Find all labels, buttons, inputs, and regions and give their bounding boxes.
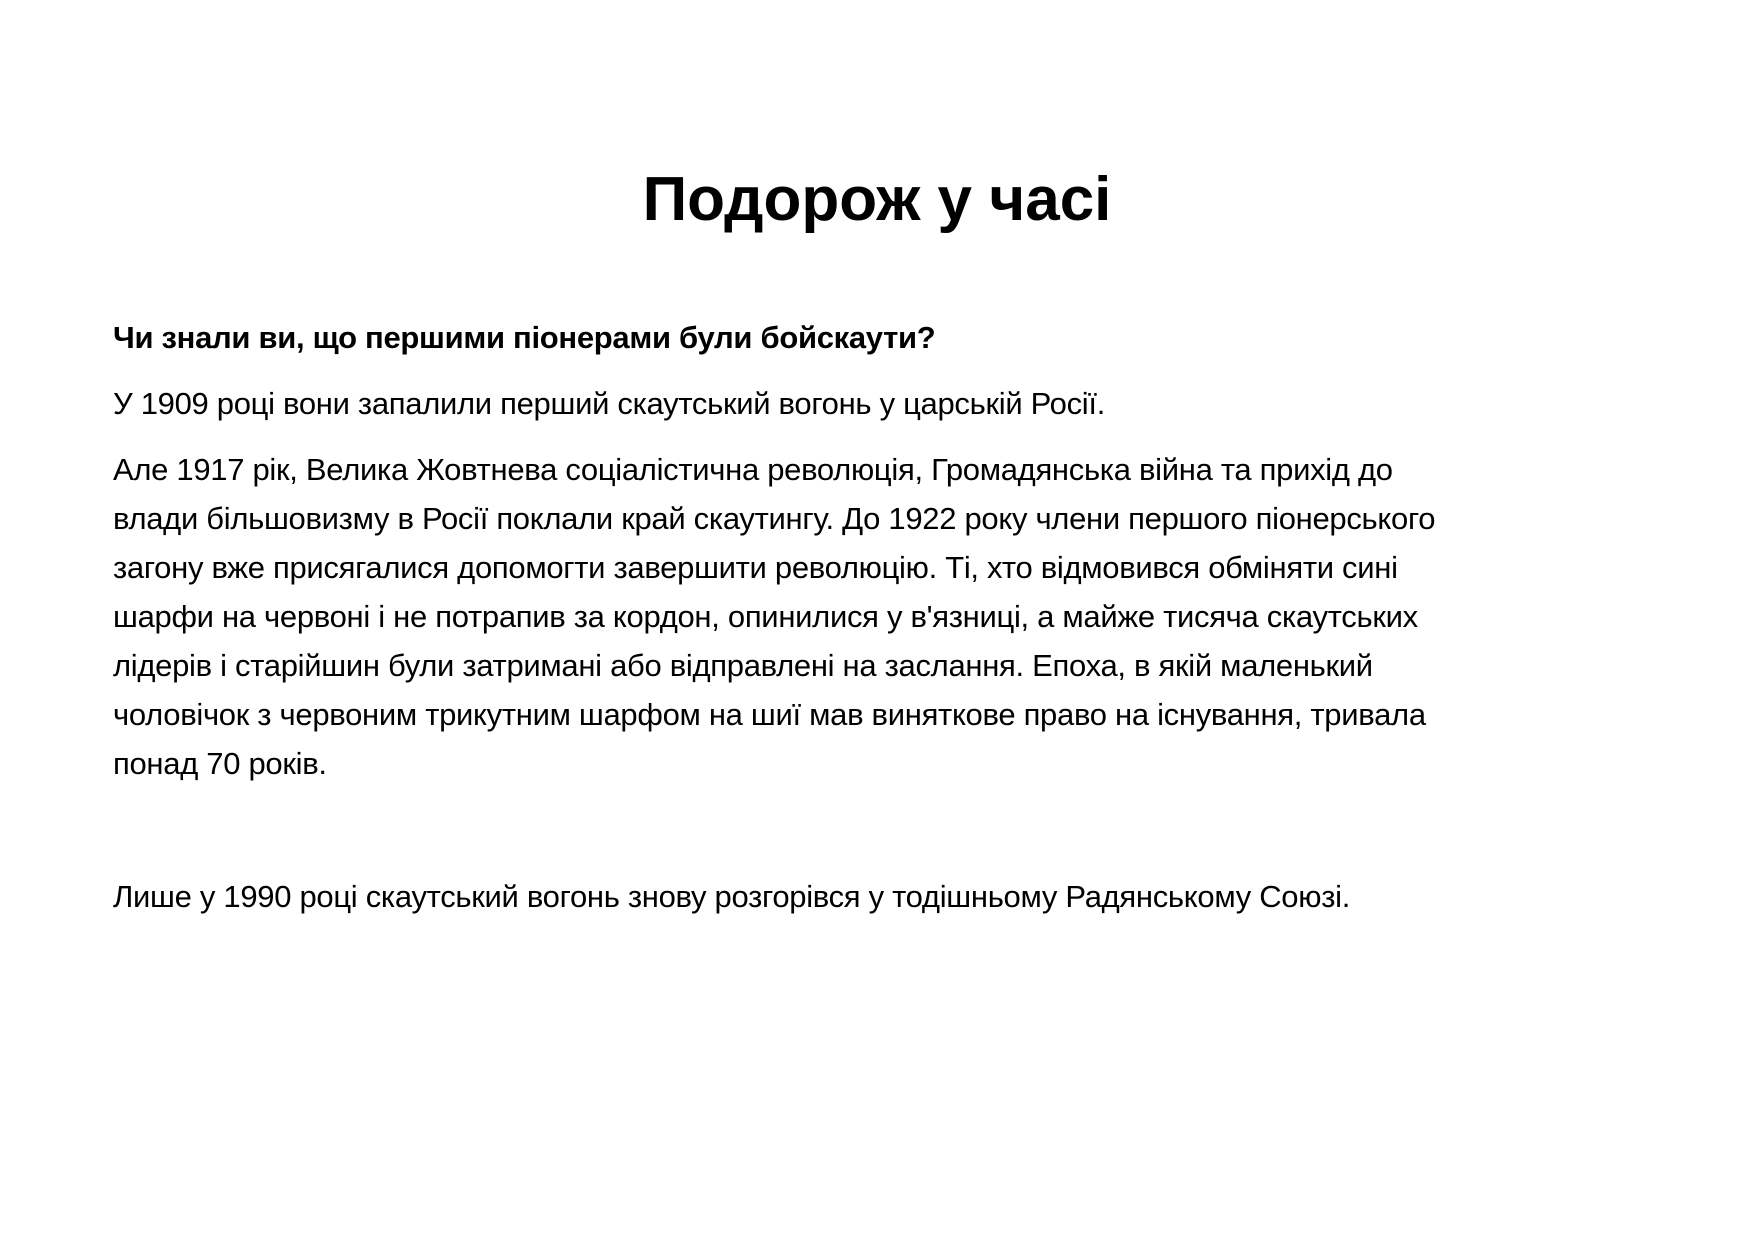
document-body [113, 313, 1673, 921]
paragraph-1990: Лише у 1990 році скаутський вогонь знову розгорівся у тодішньому Радянському Союзі. [113, 879, 1351, 914]
paragraph-history-line: загону вже присягалися допомогти завершити революцію. Ті, хто відмовився обміняти сині [113, 550, 1398, 585]
question-heading: Чи знали ви, що першими піонерами були бойскаути? [113, 320, 936, 355]
page-title: Подорож у часі [642, 165, 1112, 234]
paragraph-history-line: Але 1917 рік, Велика Жовтнева соціалістична революція, Громадянська війна та прихід до [113, 452, 1393, 487]
paragraph-history [113, 445, 1673, 788]
paragraph-history-line: влади більшовизму в Росії поклали край скаутингу. До 1922 року члени першого піонерського [113, 501, 1436, 536]
paragraph-history-line: понад 70 років. [113, 746, 327, 781]
paragraph-1909: У 1909 році вони запалили перший скаутський вогонь у царській Росії. [113, 386, 1106, 421]
paragraph-history-line: шарфи на червоні і не потрапив за кордон, опинилися у в'язниці, а майже тисяча скаутських [113, 599, 1418, 634]
paragraph-history-line: чоловічок з червоним трикутним шарфом на шиї мав виняткове право на існування, тривала [113, 697, 1426, 732]
paragraph-history-line: лідерів і старійшин були затримані або відправлені на заслання. Епоха, в якій маленький [113, 648, 1373, 683]
